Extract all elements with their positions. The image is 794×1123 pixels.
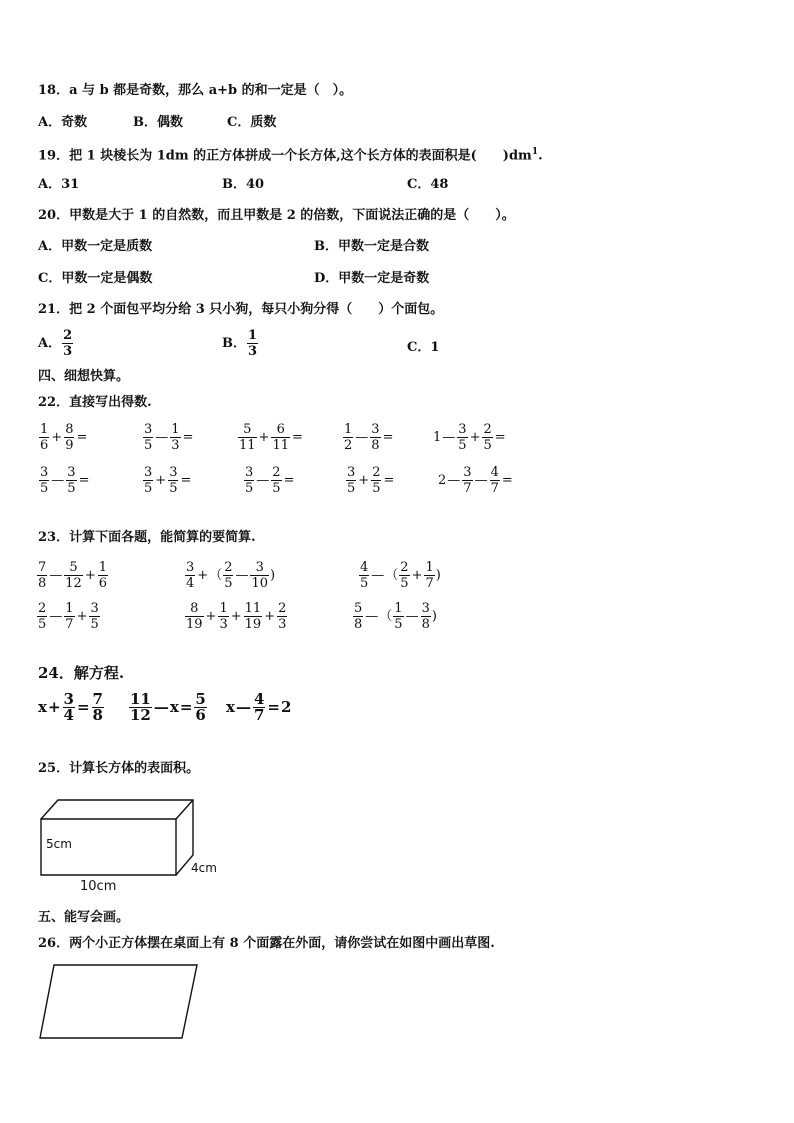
- q19-option-c[interactable]: C．48: [407, 177, 449, 192]
- q18-option-b[interactable]: B．偶数: [133, 115, 183, 130]
- q21-stem: 21．把 2 个面包平均分给 3 只小狗，每只小狗分得（ ）个面包。: [38, 302, 444, 317]
- section-5-heading: 五、能写会画。: [38, 910, 130, 925]
- q22-expr-7: $\frac{3}{5}$ + $\frac{3}{5}$ =: [144, 465, 192, 496]
- q21-option-a[interactable]: A． $\frac{2}{3}$: [38, 328, 73, 359]
- q21-option-c[interactable]: C．1: [407, 340, 440, 355]
- q25-title: 25．计算长方体的表面积。: [38, 761, 200, 776]
- q22-expr-10: 2 — $\frac{3}{7}$ — $\frac{4}{7}$ =: [438, 465, 513, 496]
- q19-option-a[interactable]: A．31: [38, 177, 80, 192]
- q18-stem: 18．a 与 b 都是奇数，那么 a+b 的和一定是（ ）。: [38, 83, 353, 98]
- q22-title: 22．直接写出得数.: [38, 395, 152, 410]
- q23-expr-1: $\frac{7}{8}$ — $\frac{5}{12}$ + $\frac{1}{6}$: [38, 560, 108, 591]
- q24-equation-1: x + $\frac{3}{4}$ = $\frac{7}{8}$: [38, 690, 103, 724]
- q23-expr-3: $\frac{4}{5}$ — （ $\frac{2}{5}$ + $\frac{1}{7}$ ): [360, 560, 441, 591]
- q22-expr-3: $\frac{5}{11}$ + $\frac{6}{11}$ =: [239, 422, 303, 453]
- q24-equation-2: $\frac{11}{12}$ — x = $\frac{5}{6}$: [130, 690, 206, 724]
- q22-expr-1: $\frac{1}{6}$ + $\frac{8}{9}$ =: [40, 422, 88, 453]
- cuboid-width-label: 10cm: [80, 879, 117, 894]
- q24-equation-3: x — $\frac{4}{7}$ = 2: [226, 690, 292, 724]
- q20-option-c[interactable]: C．甲数一定是偶数: [38, 271, 153, 286]
- q24-title: 24．解方程.: [38, 664, 125, 682]
- q23-expr-6: $\frac{5}{8}$ — （ $\frac{1}{5}$ — $\frac{3}{8}$ ): [354, 601, 437, 632]
- cuboid-depth-label: 4cm: [191, 861, 217, 875]
- q23-expr-2: $\frac{3}{4}$ + （ $\frac{2}{5}$ — $\frac{3}{10}$ ): [186, 560, 276, 591]
- q26-title: 26．两个小正方体摆在桌面上有 8 个面露在外面，请你尝试在如图中画出草图.: [38, 936, 495, 951]
- fraction: $\frac{2}{3}$: [63, 328, 73, 359]
- q22-expr-9: $\frac{3}{5}$ + $\frac{2}{5}$ =: [347, 465, 395, 496]
- q18-option-c[interactable]: C．质数: [227, 115, 277, 130]
- q23-expr-4: $\frac{2}{5}$ — $\frac{1}{7}$ + $\frac{3}{5}$: [38, 601, 99, 632]
- q18-option-a[interactable]: A．奇数: [38, 115, 88, 130]
- q19-stem: 19．把 1 块棱长为 1dm 的正方体拼成一个长方体,这个长方体的表面积是( )$dm^1$.: [38, 147, 543, 164]
- q22-expr-8: $\frac{3}{5}$ — $\frac{2}{5}$ =: [245, 465, 295, 496]
- q19-option-b[interactable]: B．40: [222, 177, 265, 192]
- q21-option-b[interactable]: B． $\frac{1}{3}$: [222, 328, 258, 359]
- fraction: $\frac{1}{3}$: [248, 328, 258, 359]
- q22-expr-5: 1 — $\frac{3}{5}$ + $\frac{2}{5}$ =: [433, 422, 506, 453]
- q20-stem: 20．甲数是大于 1 的自然数，而且甲数是 2 的倍数，下面说法正确的是（ ）。: [38, 208, 515, 223]
- q22-expr-2: $\frac{3}{5}$ — $\frac{1}{3}$ =: [144, 422, 194, 453]
- q20-option-b[interactable]: B．甲数一定是合数: [314, 239, 429, 254]
- q22-expr-4: $\frac{1}{2}$ — $\frac{3}{8}$ =: [344, 422, 394, 453]
- q20-option-d[interactable]: D．甲数一定是奇数: [314, 271, 430, 286]
- q20-option-a[interactable]: A．甲数一定是质数: [38, 239, 153, 254]
- q23-expr-5: $\frac{8}{19}$ + $\frac{1}{3}$ + $\frac{11}{19}$ + $\frac{2}{3}$: [186, 601, 287, 632]
- section-4-heading: 四、细想快算。: [38, 369, 130, 384]
- q22-expr-6: $\frac{3}{5}$ — $\frac{3}{5}$ =: [40, 465, 90, 496]
- cuboid-height-label: 5cm: [46, 837, 72, 851]
- q23-title: 23．计算下面各题，能简算的要简算.: [38, 530, 256, 545]
